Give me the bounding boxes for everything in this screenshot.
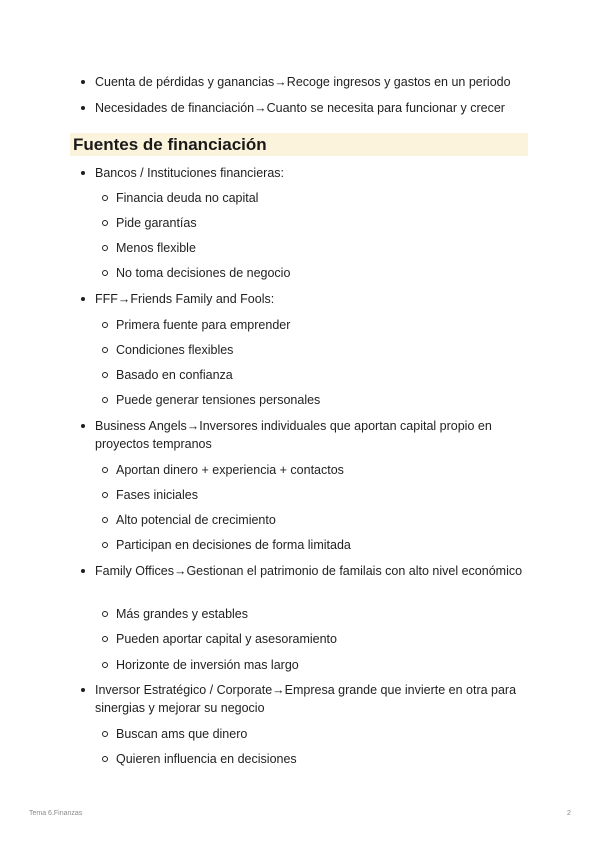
footer-doc-title: Tema 6.Finanzas bbox=[29, 810, 83, 817]
circle-bullet-icon bbox=[102, 372, 108, 378]
section-heading: Fuentes de financiación bbox=[70, 133, 528, 156]
list-item-text: Cuenta de pérdidas y ganancias→Recoge ingresos y gastos en un periodo bbox=[95, 75, 511, 89]
circle-bullet-icon bbox=[102, 636, 108, 642]
circle-bullet-icon bbox=[102, 542, 108, 548]
circle-bullet-icon bbox=[102, 245, 108, 251]
circle-bullet-icon bbox=[102, 662, 108, 668]
circle-bullet-icon bbox=[102, 731, 108, 737]
bullet-icon bbox=[81, 424, 85, 428]
circle-bullet-icon bbox=[102, 492, 108, 498]
circle-bullet-icon bbox=[102, 756, 108, 762]
bullet-icon bbox=[81, 297, 85, 301]
sub-list-item-text: Condiciones flexibles bbox=[116, 343, 234, 357]
sub-list-item-text: Primera fuente para emprender bbox=[116, 318, 291, 332]
group-label: Business Angels→Inversores individuales que aportan capital propio en proyectos tempranos bbox=[95, 419, 492, 451]
sub-list-item-text: Financia deuda no capital bbox=[116, 191, 259, 205]
sub-list-item-text: Aportan dinero + experiencia + contactos bbox=[116, 463, 344, 477]
circle-bullet-icon bbox=[102, 322, 108, 328]
sub-list-item-text: Pide garantías bbox=[116, 216, 197, 230]
sub-list-item-text: Quieren influencia en decisiones bbox=[116, 752, 297, 766]
sub-list-item-text: Horizonte de inversión mas largo bbox=[116, 658, 299, 672]
bullet-icon bbox=[81, 80, 85, 84]
sub-list-item-text: Basado en confianza bbox=[116, 368, 233, 382]
list-item-text: Necesidades de financiación→Cuanto se necesita para funcionar y crecer bbox=[95, 101, 505, 115]
sub-list-item-text: Fases iniciales bbox=[116, 488, 198, 502]
list-item bbox=[73, 681, 528, 717]
sub-list-item-text: Buscan ams que dinero bbox=[116, 727, 248, 741]
group-label: Family Offices→Gestionan el patrimonio de familais con alto nivel económico bbox=[95, 564, 523, 578]
sub-list-item-text: Puede generar tensiones personales bbox=[116, 393, 321, 407]
circle-bullet-icon bbox=[102, 397, 108, 403]
bullet-icon bbox=[81, 106, 85, 110]
group-label: FFF→Friends Family and Fools: bbox=[95, 292, 275, 306]
circle-bullet-icon bbox=[102, 611, 108, 617]
sub-list-item-text: Menos flexible bbox=[116, 241, 196, 255]
group-label: Bancos / Instituciones financieras: bbox=[95, 166, 284, 180]
circle-bullet-icon bbox=[102, 270, 108, 276]
sub-list-item-text: Alto potencial de crecimiento bbox=[116, 513, 276, 527]
circle-bullet-icon bbox=[102, 517, 108, 523]
bullet-icon bbox=[81, 171, 85, 175]
group-label: Inversor Estratégico / Corporate→Empresa grande que invierte en otra para sinergias y mejorar su negocio bbox=[95, 683, 517, 715]
bullet-icon bbox=[81, 569, 85, 573]
circle-bullet-icon bbox=[102, 195, 108, 201]
circle-bullet-icon bbox=[102, 467, 108, 473]
list-item bbox=[73, 417, 528, 453]
sub-list-item-text: Pueden aportar capital y asesoramiento bbox=[116, 632, 337, 646]
bullet-icon bbox=[81, 688, 85, 692]
sub-list-item-text: Participan en decisiones de forma limitada bbox=[116, 538, 351, 552]
circle-bullet-icon bbox=[102, 347, 108, 353]
footer-page-number: 2 bbox=[567, 810, 571, 817]
circle-bullet-icon bbox=[102, 220, 108, 226]
sub-list-item-text: Más grandes y estables bbox=[116, 607, 249, 621]
list-item bbox=[73, 562, 528, 598]
sub-list-item-text: No toma decisiones de negocio bbox=[116, 266, 291, 280]
